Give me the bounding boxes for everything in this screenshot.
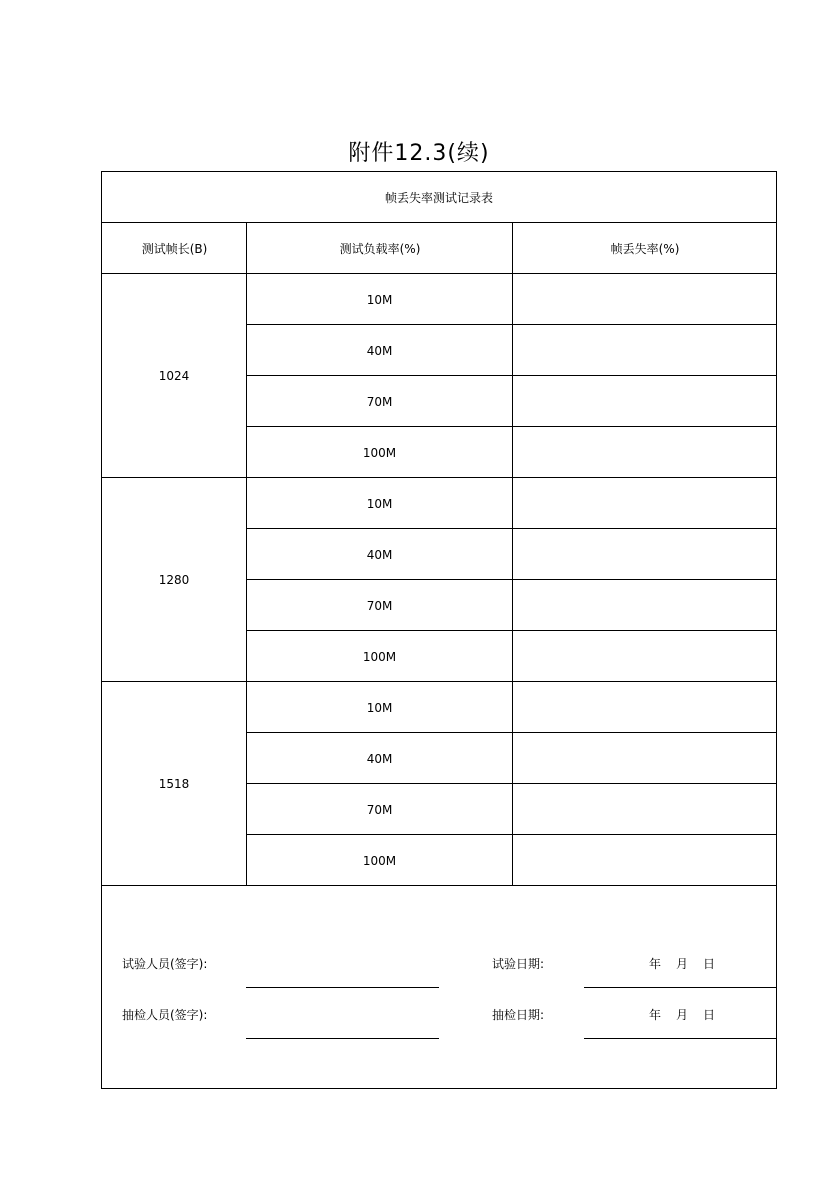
header-frame-loss: 帧丢失率(%)	[610, 242, 680, 256]
check-date-label: 抽检日期:	[492, 1008, 545, 1022]
tester-signature-line[interactable]	[246, 987, 439, 988]
test-date-line[interactable]	[584, 987, 776, 988]
load-cell: 70M	[366, 394, 393, 409]
load-cell: 100M	[362, 853, 397, 868]
loss-rate-cell[interactable]	[513, 325, 776, 376]
loss-rate-cell[interactable]	[513, 580, 776, 631]
loss-rate-cell[interactable]	[513, 631, 776, 682]
table-caption: 帧丢失率测试记录表	[384, 191, 493, 205]
loss-rate-cell[interactable]	[513, 478, 776, 529]
loss-rate-cell[interactable]	[513, 784, 776, 835]
frame-length-cell: 1024	[158, 369, 190, 383]
checker-signature-line[interactable]	[246, 1038, 439, 1039]
check-date-month: 月	[676, 1008, 689, 1022]
page-title: 附件12.3(续)	[348, 141, 490, 166]
loss-rate-cell[interactable]	[513, 427, 776, 478]
frame-length-cell: 1518	[158, 777, 190, 791]
tester-label: 试验人员(签字):	[122, 957, 208, 971]
record-table	[101, 171, 777, 1089]
check-date-line[interactable]	[584, 1038, 776, 1039]
load-cell: 10M	[366, 496, 393, 511]
load-cell: 40M	[366, 547, 393, 562]
check-date-year: 年	[649, 1008, 662, 1022]
loss-rate-cell[interactable]	[513, 376, 776, 427]
header-frame-length: 测试帧长(B)	[141, 242, 208, 256]
load-cell: 10M	[366, 292, 393, 307]
loss-rate-cell[interactable]	[513, 835, 776, 886]
load-cell: 10M	[366, 700, 393, 715]
test-date-day: 日	[703, 957, 716, 971]
load-cell: 100M	[362, 445, 397, 460]
test-date-month: 月	[676, 957, 689, 971]
check-date-day: 日	[703, 1008, 716, 1022]
test-date-label: 试验日期:	[492, 957, 545, 971]
loss-rate-cell[interactable]	[513, 682, 776, 733]
test-date-year: 年	[649, 957, 662, 971]
load-cell: 100M	[362, 649, 397, 664]
divider	[102, 885, 776, 886]
load-cell: 70M	[366, 598, 393, 613]
loss-rate-cell[interactable]	[513, 274, 776, 325]
loss-rate-cell[interactable]	[513, 529, 776, 580]
checker-label: 抽检人员(签字):	[122, 1008, 208, 1022]
load-cell: 40M	[366, 751, 393, 766]
header-test-load: 测试负载率(%)	[339, 242, 421, 256]
frame-length-cell: 1280	[158, 573, 190, 587]
loss-rate-cell[interactable]	[513, 733, 776, 784]
load-cell: 70M	[366, 802, 393, 817]
load-cell: 40M	[366, 343, 393, 358]
